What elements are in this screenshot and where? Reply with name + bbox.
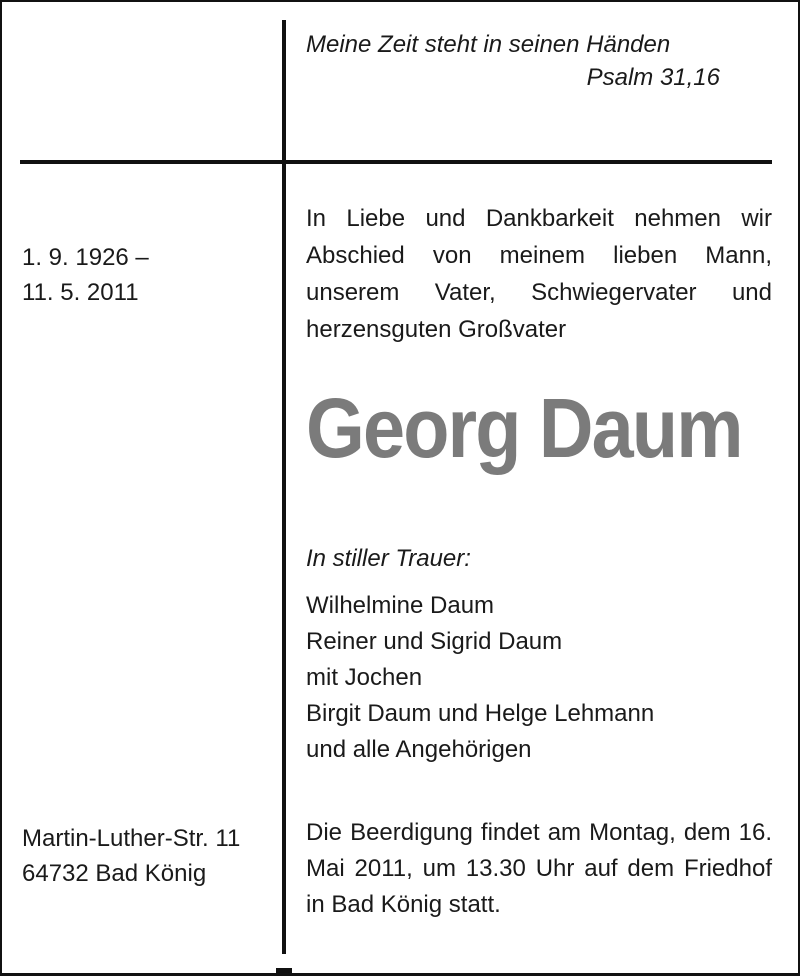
- bottom-edge-mark: [276, 968, 292, 973]
- cross-horizontal-rule: [20, 160, 772, 164]
- life-dates: [22, 240, 149, 310]
- intro-text: In Liebe und Dankbarkeit nehmen wir Abschied von meinem lieben Mann, unserem Vater, Schwiegervater und herzensguten Großvater: [306, 205, 772, 343]
- address-block: [22, 821, 240, 891]
- funeral-notice: Die Beerdigung findet am Montag, dem 16. Mai 2011, um 13.30 Uhr auf dem Friedhof in Bad König statt.: [306, 819, 772, 918]
- motto-quote: Meine Zeit steht in seinen Händen: [306, 31, 671, 58]
- motto-source: Psalm 31,16: [586, 64, 720, 91]
- birth-date: 1. 9. 1926 –: [22, 244, 149, 271]
- mourner-name: Reiner und Sigrid Daum: [306, 628, 563, 655]
- mourner-name: und alle Angehörigen: [306, 736, 532, 763]
- mourner-name: mit Jochen: [306, 664, 423, 691]
- address-city: 64732 Bad König: [22, 860, 207, 887]
- mourner-name: Birgit Daum und Helge Lehmann: [306, 700, 655, 727]
- mourner-name: Wilhelmine Daum: [306, 592, 495, 619]
- mourners-list: [306, 588, 654, 768]
- address-street: Martin-Luther-Str. 11: [22, 825, 241, 852]
- motto-block: [306, 28, 720, 94]
- death-date: 11. 5. 2011: [22, 279, 139, 306]
- mourning-heading: In stiller Trauer:: [306, 545, 471, 572]
- deceased-name: Georg Daum: [306, 381, 742, 475]
